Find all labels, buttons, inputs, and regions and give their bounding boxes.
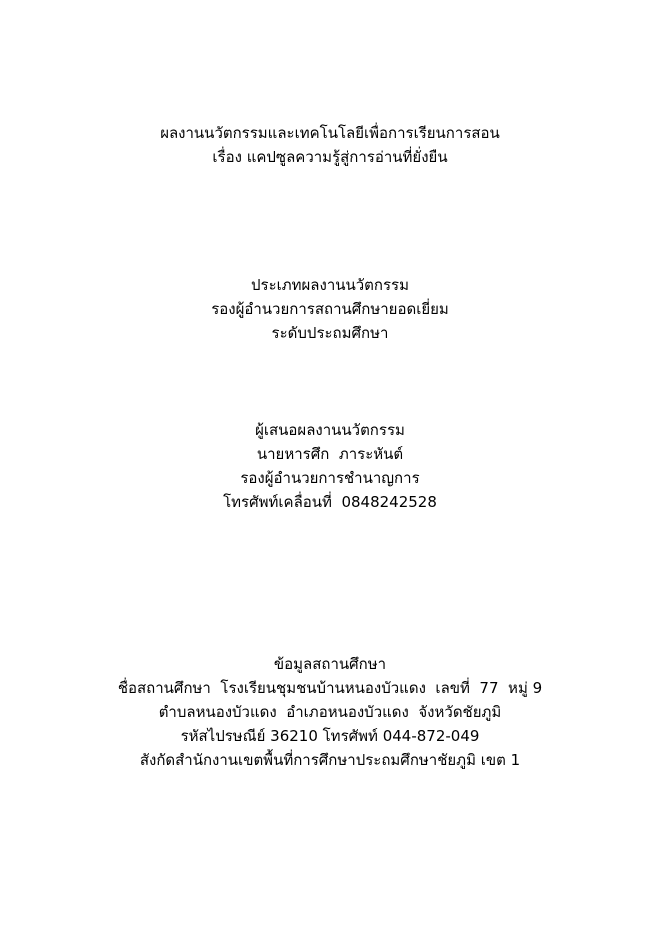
school-affiliation-line: สังกัดสำนักงานเขตพื้นที่การศึกษาประถมศึกษาชัยภูมิ เขต 1 (139, 751, 521, 769)
title-line-2: เรื่อง แคปซูลความรู้สู่การอ่านที่ยั่งยืน (212, 148, 448, 166)
school-block (0, 652, 660, 772)
school-address-line: ตำบลหนองบัวแดง อำเภอหนองบัวแดง จังหวัดชัยภูมิ (158, 703, 502, 721)
school-heading: ข้อมูลสถานศึกษา (273, 655, 387, 673)
school-contact-line: รหัสไปรษณีย์ 36210 โทรศัพท์ 044-872-049 (180, 727, 480, 745)
category-type: รองผู้อำนวยการสถานศึกษายอดเยี่ยม (211, 300, 449, 318)
title-line-1: ผลงานนวัตกรรมและเทคโนโลยีเพื่อการเรียนการสอน (160, 124, 500, 142)
presenter-block (0, 418, 660, 514)
presenter-phone: โทรศัพท์เคลื่อนที่ 0848242528 (223, 493, 437, 511)
category-heading: ประเภทผลงานนวัตกรรม (250, 276, 410, 294)
category-level: ระดับประถมศึกษา (271, 324, 389, 342)
category-block (0, 273, 660, 345)
title-block (0, 121, 660, 169)
presenter-heading: ผู้เสนอผลงานนวัตกรรม (255, 421, 405, 439)
presenter-position: รองผู้อำนวยการชำนาญการ (240, 469, 420, 487)
presenter-name: นายหารศึก ภาระหันต์ (256, 445, 404, 463)
school-name-line: ชื่อสถานศึกษา โรงเรียนชุมชนบ้านหนองบัวแดง เลขที่ 77 หมู่ 9 (117, 679, 543, 697)
